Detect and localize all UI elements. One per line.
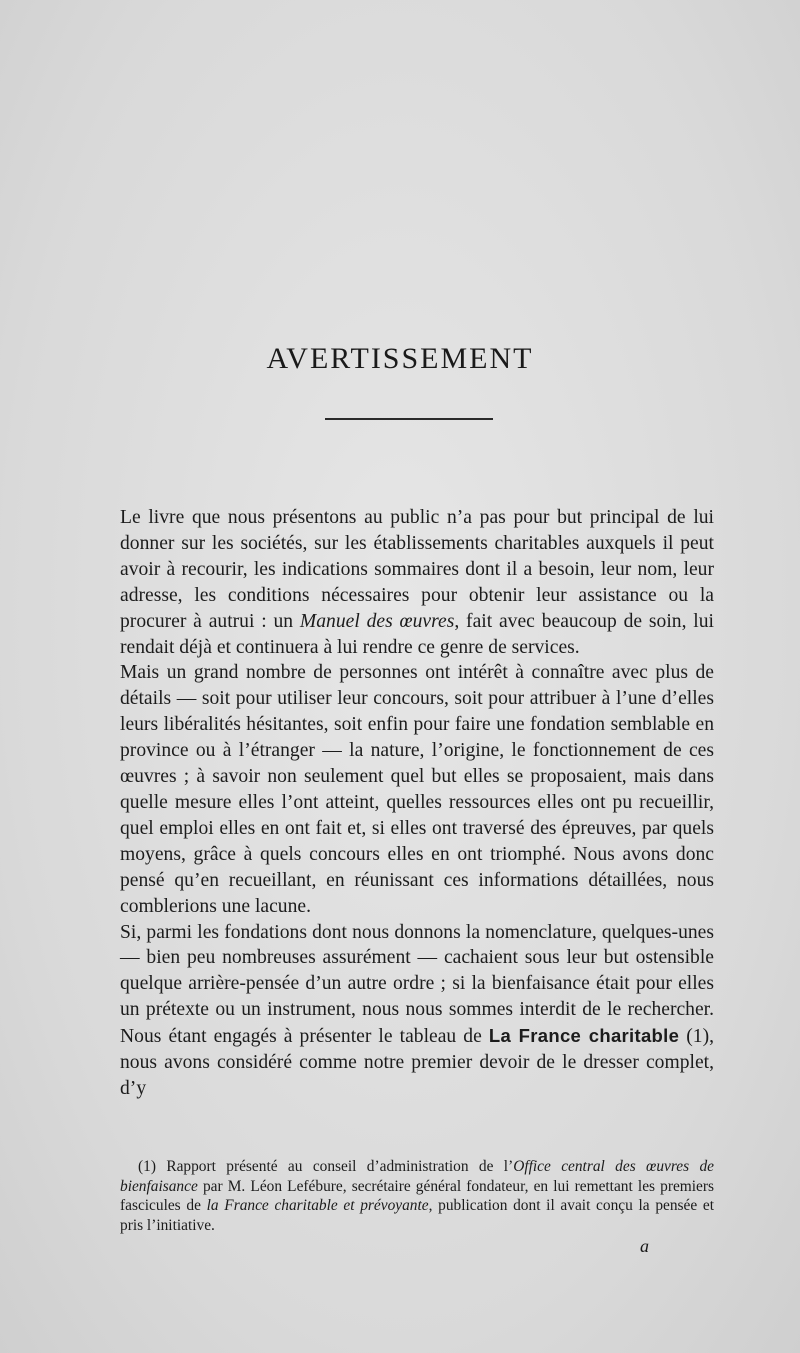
footnote <box>120 1157 714 1235</box>
paragraph-3 <box>120 920 714 1102</box>
footnote-text-b: par M. Léon Lefébure, secrétaire général fondateur, en lui remettant les premiers fascicules de <box>120 1177 714 1215</box>
footnote-emphasis-2: la France charitable et prévoyante <box>206 1197 429 1215</box>
paragraph-2: Mais un grand nombre de personnes ont intérêt à connaître avec plus de détails — soit pour utiliser leur concours, soit pour attribuer à l’une d’elles leurs libéralités hésitantes, soit enfin pour faire une fondation semblable en province ou à l’étranger — la nature, l’origine, le fonctionnement de ces œuvres ; à savoir non seulement quel but elles se proposaient, mais dans quelle mesure elles l’ont atteint, quelles ressources elles ont pu recueillir, quel emploi elles en ont fait et, si elles ont traversé des épreuves, par quels moyens, grâce à quels concours elles en ont triomphé. Nous avons donc pensé qu’en recueillant, en réunissant ces informations détaillées, nous comblerions une lacune. <box>120 662 714 917</box>
footnote-emphasis-1: Office central des œuvres de bienfaisance <box>120 1158 714 1195</box>
footnote-text-a: (1) Rapport présenté au conseil d’administration de l’ <box>138 1158 514 1175</box>
paragraph-3-text-b: (1), nous avons considéré comme notre premier devoir de le dresser complet, d’y <box>120 1026 714 1099</box>
signature-mark: a <box>640 1236 649 1256</box>
paragraph-1-emphasis: Manuel des œuvres <box>299 610 455 632</box>
book-title: La France charitable <box>488 1025 680 1047</box>
paragraph-3-text-a: Si, parmi les fondations dont nous donnons la nomenclature, quelques-unes — bien peu nombreuses assurément — cachaient sous leur but ostensible quelque arrière-pensée d’un autre ordre ; si la bienfaisance était pour elles un prétexte ou un instrument, nous nous sommes interdit de le rechercher. Nous étant engagés à présenter le tableau de <box>120 921 714 1048</box>
paragraph-1-text-b: , fait avec beaucoup de soin, lui rendait déjà et continuera à lui rendre ce genre de services. <box>120 610 714 658</box>
footnote-text-c: , publication dont il avait conçu la pensée et pris l’initiative. <box>120 1197 715 1234</box>
body-text <box>120 505 714 1102</box>
page-title: AVERTISSEMENT <box>266 342 534 375</box>
paragraph-1 <box>120 505 714 660</box>
paragraph-1-text-a: Le livre que nous présentons au public n’a pas pour but principal de lui donner sur les sociétés, sur les établissements charitables auxquels il peut avoir à recourir, les indications sommaires dont il a besoin, leur nom, leur adresse, les conditions nécessaires pour obtenir leur assistance ou la procurer à autrui : un <box>120 507 714 632</box>
title-rule <box>325 418 493 420</box>
footnote-1 <box>120 1157 714 1235</box>
